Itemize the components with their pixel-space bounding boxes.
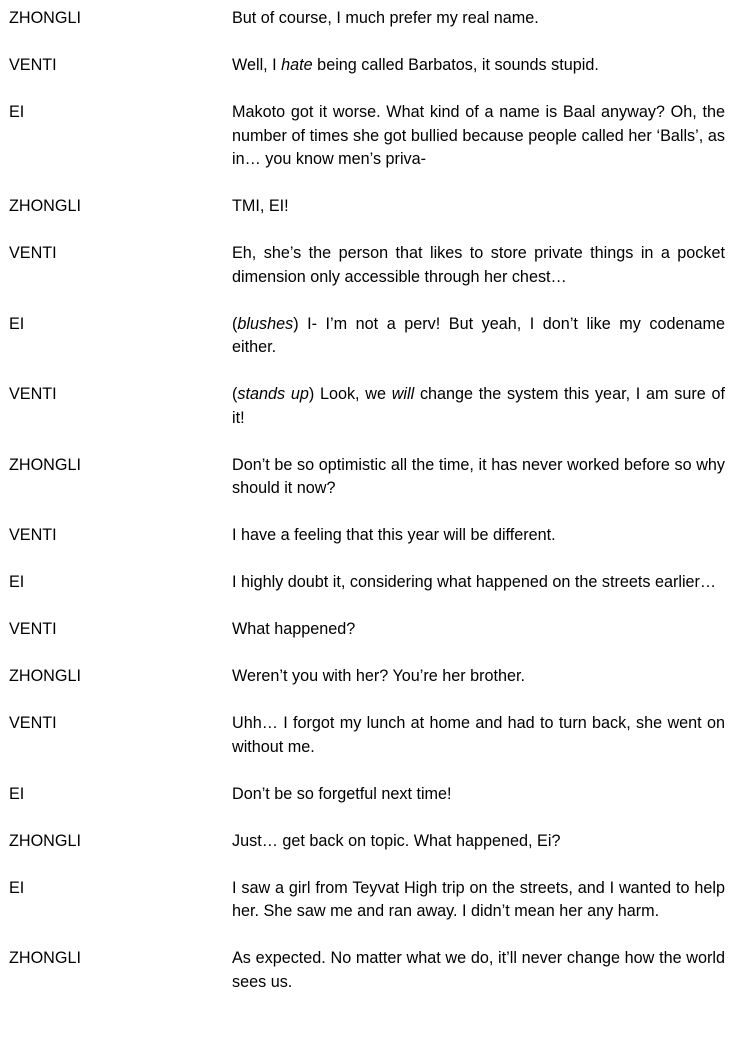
- dialogue-row: [0, 7, 755, 31]
- dialogue-row: [0, 877, 755, 924]
- line-text: Well, I: [232, 56, 282, 74]
- line-text: ) I- I’m not a perv! But yeah, I don’t like my codename either.: [232, 314, 725, 356]
- dialogue-row: [0, 454, 755, 501]
- dialogue-line: [232, 783, 725, 807]
- speaker-name: VENTI: [9, 56, 57, 74]
- dialogue-row: [0, 195, 755, 219]
- line-text: Don’t be so optimistic all the time, it has never worked before so why should it now?: [232, 455, 725, 497]
- dialogue-line: [232, 242, 725, 289]
- line-text: Just… get back on topic. What happened, Ei?: [232, 831, 561, 850]
- speaker-name: ZHONGLI: [9, 9, 81, 27]
- stage-direction-text: will: [391, 385, 415, 403]
- line-text: But of course, I much prefer my real name.: [232, 9, 539, 27]
- dialogue-line: [232, 712, 725, 759]
- dialogue-row: [0, 947, 755, 994]
- dialogue-line: [232, 101, 725, 172]
- dialogue-row: [0, 383, 755, 430]
- dialogue-row: [0, 712, 755, 759]
- dialogue-line: [232, 947, 725, 994]
- speaker-name: ZHONGLI: [9, 455, 81, 474]
- dialogue-row: [0, 101, 755, 172]
- line-text: Makoto got it worse. What kind of a name is Baal anyway? Oh, the number of times she got bullied because people called her ‘Balls’, as in… you know men’s priva-: [232, 103, 725, 168]
- dialogue-line: [232, 54, 725, 78]
- line-text: Don’t be so forgetful next time!: [232, 784, 452, 803]
- dialogue-row: [0, 618, 755, 642]
- line-text: Weren’t you with her? You’re her brother.: [232, 667, 526, 685]
- line-text: TMI, EI!: [232, 197, 289, 215]
- speaker-name: VENTI: [9, 526, 57, 544]
- dialogue-row: [0, 665, 755, 689]
- stage-direction-text: stands up: [237, 385, 309, 403]
- dialogue-line: [232, 877, 725, 924]
- line-text: As expected. No matter what we do, it’ll never change how the world sees us.: [232, 949, 725, 991]
- line-text: I highly doubt it, considering what happened on the streets earlier…: [232, 573, 717, 591]
- line-text: What happened?: [232, 620, 356, 638]
- stage-direction-text: hate: [281, 56, 313, 74]
- dialogue-line: [232, 830, 725, 854]
- dialogue-row: [0, 524, 755, 548]
- dialogue-line: [232, 454, 725, 501]
- line-text: I saw a girl from Teyvat High trip on the streets, and I wanted to help her. She saw me and ran away. I didn’t mean her any harm.: [232, 878, 725, 920]
- line-text: change the system this year, I am sure of it!: [232, 385, 725, 427]
- line-text: Uhh… I forgot my lunch at home and had to turn back, she went on without me.: [232, 714, 725, 756]
- dialogue-row: [0, 242, 755, 289]
- speaker-name: EI: [9, 573, 25, 591]
- line-text: (: [232, 385, 238, 403]
- speaker-name: ZHONGLI: [9, 197, 81, 215]
- speaker-name: EI: [9, 103, 25, 121]
- speaker-name: VENTI: [9, 620, 57, 638]
- speaker-name: ZHONGLI: [9, 949, 81, 967]
- dialogue-row: [0, 54, 755, 78]
- line-text: ) Look, we: [308, 385, 392, 403]
- line-text: Eh, she’s the person that likes to store private things in a pocket dimension only accessible through her chest…: [232, 244, 725, 286]
- dialogue-row: [0, 830, 755, 854]
- dialogue-line: [232, 665, 725, 689]
- line-text: being called Barbatos, it sounds stupid.: [312, 56, 599, 74]
- line-text: I have a feeling that this year will be different.: [232, 526, 556, 544]
- speaker-name: EI: [9, 878, 25, 897]
- speaker-name: EI: [9, 784, 25, 803]
- dialogue-line: [232, 618, 725, 642]
- dialogue-line: [232, 7, 725, 31]
- dialogue-line: [232, 313, 725, 360]
- speaker-name: VENTI: [9, 714, 57, 732]
- dialogue-line: [232, 524, 725, 548]
- speaker-name: EI: [9, 314, 25, 333]
- dialogue-line: [232, 383, 725, 430]
- dialogue-row: [0, 783, 755, 807]
- speaker-name: VENTI: [9, 244, 57, 262]
- dialogue-row: [0, 313, 755, 360]
- stage-direction-text: blushes: [237, 314, 294, 333]
- speaker-name: ZHONGLI: [9, 831, 81, 850]
- speaker-name: VENTI: [9, 385, 57, 403]
- dialogue-line: [232, 195, 725, 219]
- dialogue-line: [232, 571, 725, 595]
- dialogue-row: [0, 571, 755, 595]
- speaker-name: ZHONGLI: [9, 667, 81, 685]
- line-text: (: [232, 314, 238, 333]
